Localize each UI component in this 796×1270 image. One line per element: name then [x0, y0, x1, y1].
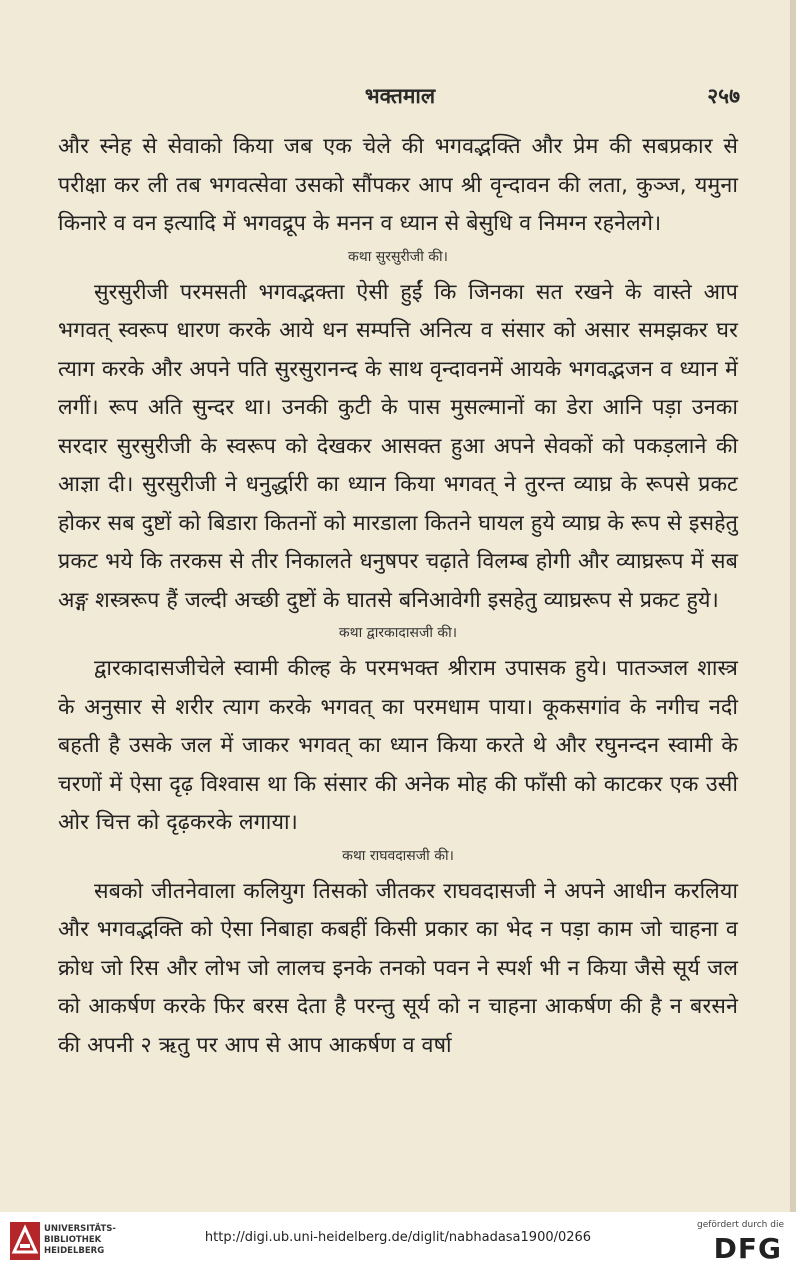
viewer-footer	[0, 1212, 796, 1270]
library-line-1: UNIVERSITÄTS-	[44, 1224, 116, 1234]
library-line-3: HEIDELBERG	[44, 1246, 105, 1256]
dfg-logo: DFG	[713, 1232, 782, 1265]
page-number: २५७	[707, 84, 740, 108]
section-heading-raghavdas: कथा राघवदासजी की।	[342, 847, 454, 864]
running-header	[60, 82, 740, 112]
header-title: भक्तमाल	[364, 84, 436, 108]
paragraph-raghavdas: सबको जीतनेवाला कलियुग तिसको जीतकर राघवदासजी ने अपने आधीन करलिया और भगवद्भक्ति को ऐसा निबाहा कबहीं किसी प्रकार का भेद न पड़ा काम जो चाहना व क्रोध जो रिस और लोभ जो लालच इनके तनको पवन ने स्पर्श भी न किया जैसे सूर्य जल को आकर्षण करके फिर बरस देता है परन्तु सूर्य को न चाहना आकर्षण की है न बरसने की अपनी २ ऋतु पर आप से आप आकर्षण व वर्षा	[58, 878, 738, 1058]
paragraph-continuation: और स्नेह से सेवाको किया जब एक चेले की भगवद्भक्ति और प्रेम की सबप्रकार से परीक्षा कर ली तब भगवत्सेवा उसको सौंपकर आप श्री वृन्दावन की लता, कुञ्ज, यमुना किनारे व वन इत्यादि में भगवद्रूप के मनन व ध्यान से बेसुधि व निमग्न रहनेलगे।	[58, 134, 738, 236]
page-body	[58, 128, 738, 1065]
section-heading-sursuri: कथा सुरसुरीजी की।	[348, 248, 448, 265]
section-heading-dwarkadas: कथा द्वारकादासजी की।	[338, 625, 458, 641]
funded-by-label: gefördert durch die	[697, 1220, 784, 1230]
paragraph-sursuri: सुरसुरीजी परमसती भगवद्भक्ता ऐसी हुईं कि जिनका सत रखने के वास्ते आप भगवत् स्वरूप धारण करके आये धन सम्पत्ति अनित्य व संसार को असार समझकर घर त्याग करके और अपने पति सुरसुरानन्द के साथ वृन्दावनमें आयके भगवद्भजन व ध्यान में लगीं। रूप अति सुन्दर था। उनकी कुटी के पास मुसल्मानों का डेरा आनि पड़ा उनका सरदार सुरसुरीजी के स्वरूप को देखकर आसक्त हुआ अपने सेवकों को पकड़लाने की आज्ञा दी। सुरसुरीजी ने धनुर्द्धारी का ध्यान किया भगवत् ने तुरन्त व्याघ्र के रूपसे प्रकट होकर सब दुष्टों को बिडारा कितनों को मारडाला कितने घायल हुये व्याघ्र के रूप से इसहेतु प्रकट भये कि तरकस से तीर निकालते धनुषपर चढ़ाते विलम्ब होगी और व्याघ्ररूप में सब अङ्ग शस्त्ररूप हैं जल्दी अच्छी दुष्टों के घातसे बनिआवेगी इसहेतु व्याघ्ररूप से प्रकट हुये।	[58, 279, 738, 613]
page-edge	[790, 0, 796, 1212]
paragraph-dwarkadas: द्वारकादासजीचेले स्वामी कील्ह के परमभक्त श्रीराम उपासक हुये। पातञ्जल शास्त्र के अनुसार से शरीर त्याग करके भगवत् का परमधाम पाया। कूकसगांव के नगीच नदी बहती है उसके जल में जाकर भगवत् का ध्यान किया करते थे और रघुनन्दन स्वामी के चरणों में ऐसा दृढ़ विश्वास था कि संसार की अनेक मोह की फाँसी को काटकर एक उसी ओर चित्त को दृढ़करके लगाया।	[58, 656, 738, 835]
library-line-2: BIBLIOTHEK	[44, 1235, 102, 1245]
source-url-link[interactable]: http://digi.ub.uni-heidelberg.de/diglit/nabhadasa1900/0266	[204, 1230, 592, 1245]
